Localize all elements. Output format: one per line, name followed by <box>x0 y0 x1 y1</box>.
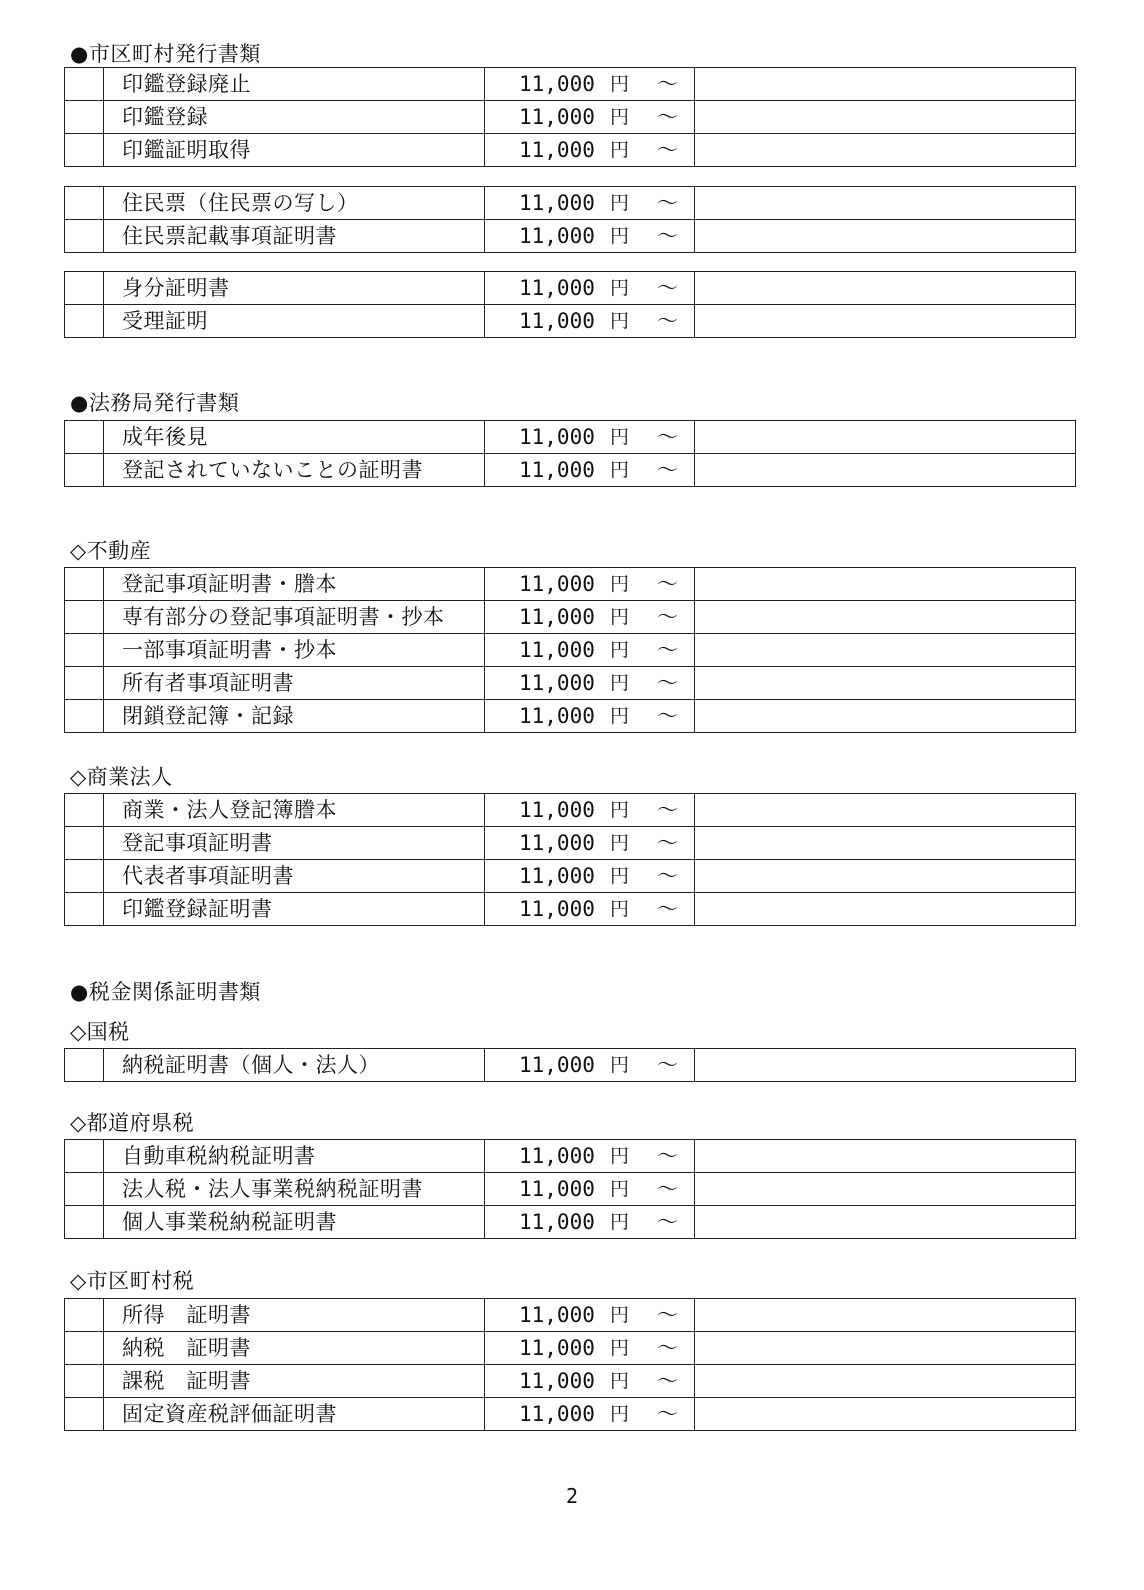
checkbox-cell <box>65 634 104 667</box>
price-cell <box>485 860 695 893</box>
price-amount: 11,000 <box>519 671 595 695</box>
price-amount: 11,000 <box>519 425 595 449</box>
checkbox-cell <box>65 1299 104 1332</box>
table-row <box>65 1332 1076 1365</box>
table-row <box>65 68 1076 101</box>
price-amount: 11,000 <box>519 458 595 482</box>
table-prefectural-tax <box>64 1139 1076 1239</box>
document-name: 法人税・法人事業税納税証明書 <box>104 1173 485 1206</box>
table-row <box>65 1206 1076 1239</box>
document-name: 課税 証明書 <box>104 1365 485 1398</box>
price-tilde: ～ <box>657 605 678 629</box>
document-name: 印鑑登録 <box>104 101 485 134</box>
price-cell <box>485 101 695 134</box>
heading-tax-certificates: ●税金関係証明書類 <box>70 980 261 1004</box>
document-name: 納税 証明書 <box>104 1332 485 1365</box>
price-unit: 円 <box>610 277 630 299</box>
price-cell <box>485 421 695 454</box>
price-unit: 円 <box>610 1145 630 1167</box>
document-name: 成年後見 <box>104 421 485 454</box>
price-unit: 円 <box>610 799 630 821</box>
notes-cell <box>695 101 1076 134</box>
price-cell <box>485 134 695 167</box>
price-unit: 円 <box>610 865 630 887</box>
document-name: 身分証明書 <box>104 272 485 305</box>
price-cell <box>485 827 695 860</box>
price-tilde: ～ <box>657 105 678 129</box>
price-unit: 円 <box>610 898 630 920</box>
price-amount: 11,000 <box>519 276 595 300</box>
price-tilde: ～ <box>657 72 678 96</box>
document-name: 代表者事項証明書 <box>104 860 485 893</box>
price-cell <box>485 1140 695 1173</box>
price-tilde: ～ <box>657 1210 678 1234</box>
document-name: 所得 証明書 <box>104 1299 485 1332</box>
price-tilde: ～ <box>657 572 678 596</box>
checkbox-cell <box>65 1398 104 1431</box>
document-name: 印鑑登録廃止 <box>104 68 485 101</box>
price-tilde: ～ <box>657 831 678 855</box>
price-tilde: ～ <box>657 224 678 248</box>
checkbox-cell <box>65 1140 104 1173</box>
table-row <box>65 827 1076 860</box>
price-amount: 11,000 <box>519 1177 595 1201</box>
price-tilde: ～ <box>657 458 678 482</box>
notes-cell <box>695 454 1076 487</box>
price-cell <box>485 700 695 733</box>
checkbox-cell <box>65 700 104 733</box>
price-cell <box>485 1206 695 1239</box>
document-name: 閉鎖登記簿・記録 <box>104 700 485 733</box>
price-cell <box>485 305 695 338</box>
price-unit: 円 <box>610 1211 630 1233</box>
price-unit: 円 <box>610 139 630 161</box>
checkbox-cell <box>65 1206 104 1239</box>
document-name: 受理証明 <box>104 305 485 338</box>
document-name: 固定資産税評価証明書 <box>104 1398 485 1431</box>
price-tilde: ～ <box>657 638 678 662</box>
checkbox-cell <box>65 893 104 926</box>
document-name: 印鑑証明取得 <box>104 134 485 167</box>
table-row <box>65 1299 1076 1332</box>
checkbox-cell <box>65 101 104 134</box>
price-cell <box>485 68 695 101</box>
price-unit: 円 <box>610 192 630 214</box>
table-row <box>65 101 1076 134</box>
table-commercial <box>64 793 1076 926</box>
table-row <box>65 272 1076 305</box>
table-resident <box>64 186 1076 253</box>
checkbox-cell <box>65 568 104 601</box>
price-amount: 11,000 <box>519 191 595 215</box>
table-row <box>65 667 1076 700</box>
price-tilde: ～ <box>657 138 678 162</box>
price-tilde: ～ <box>657 1053 678 1077</box>
table-row <box>65 1365 1076 1398</box>
price-amount: 11,000 <box>519 704 595 728</box>
checkbox-cell <box>65 1332 104 1365</box>
price-cell <box>485 220 695 253</box>
notes-cell <box>695 134 1076 167</box>
page-number: 2 <box>565 1484 579 1508</box>
document-name: 商業・法人登記簿謄本 <box>104 794 485 827</box>
table-row <box>65 700 1076 733</box>
table-row <box>65 220 1076 253</box>
price-tilde: ～ <box>657 1369 678 1393</box>
price-unit: 円 <box>610 426 630 448</box>
table-row <box>65 134 1076 167</box>
price-amount: 11,000 <box>519 1369 595 1393</box>
price-tilde: ～ <box>657 671 678 695</box>
checkbox-cell <box>65 601 104 634</box>
notes-cell <box>695 893 1076 926</box>
price-cell <box>485 1332 695 1365</box>
document-name: 登記事項証明書 <box>104 827 485 860</box>
price-cell <box>485 1299 695 1332</box>
table-row <box>65 1398 1076 1431</box>
price-cell <box>485 1365 695 1398</box>
price-tilde: ～ <box>657 1177 678 1201</box>
price-cell <box>485 1398 695 1431</box>
price-amount: 11,000 <box>519 1210 595 1234</box>
price-tilde: ～ <box>657 425 678 449</box>
heading-legal-bureau-docs: ●法務局発行書類 <box>70 391 240 415</box>
price-tilde: ～ <box>657 897 678 921</box>
checkbox-cell <box>65 68 104 101</box>
price-unit: 円 <box>610 639 630 661</box>
price-tilde: ～ <box>657 798 678 822</box>
notes-cell <box>695 827 1076 860</box>
checkbox-cell <box>65 134 104 167</box>
price-cell <box>485 187 695 220</box>
heading-national-tax: ◇国税 <box>70 1020 130 1044</box>
table-row <box>65 601 1076 634</box>
price-amount: 11,000 <box>519 1402 595 1426</box>
notes-cell <box>695 794 1076 827</box>
document-name: 住民票（住民票の写し） <box>104 187 485 220</box>
price-amount: 11,000 <box>519 309 595 333</box>
table-row <box>65 187 1076 220</box>
notes-cell <box>695 667 1076 700</box>
price-unit: 円 <box>610 1178 630 1200</box>
price-cell <box>485 893 695 926</box>
price-cell <box>485 568 695 601</box>
document-name: 専有部分の登記事項証明書・抄本 <box>104 601 485 634</box>
price-tilde: ～ <box>657 276 678 300</box>
table-row <box>65 1049 1076 1082</box>
price-unit: 円 <box>610 606 630 628</box>
price-unit: 円 <box>610 106 630 128</box>
table-row <box>65 634 1076 667</box>
price-unit: 円 <box>610 672 630 694</box>
table-row <box>65 1140 1076 1173</box>
price-amount: 11,000 <box>519 638 595 662</box>
notes-cell <box>695 1299 1076 1332</box>
price-tilde: ～ <box>657 1402 678 1426</box>
table-municipal-tax <box>64 1298 1076 1431</box>
notes-cell <box>695 1173 1076 1206</box>
table-row <box>65 860 1076 893</box>
notes-cell <box>695 568 1076 601</box>
checkbox-cell <box>65 305 104 338</box>
checkbox-cell <box>65 272 104 305</box>
price-tilde: ～ <box>657 1303 678 1327</box>
checkbox-cell <box>65 1049 104 1082</box>
checkbox-cell <box>65 860 104 893</box>
notes-cell <box>695 700 1076 733</box>
price-unit: 円 <box>610 225 630 247</box>
notes-cell <box>695 220 1076 253</box>
price-tilde: ～ <box>657 191 678 215</box>
checkbox-cell <box>65 1173 104 1206</box>
price-amount: 11,000 <box>519 831 595 855</box>
price-amount: 11,000 <box>519 72 595 96</box>
table-real-estate <box>64 567 1076 733</box>
heading-real-estate: ◇不動産 <box>70 539 152 563</box>
notes-cell <box>695 421 1076 454</box>
price-unit: 円 <box>610 832 630 854</box>
document-name: 登記事項証明書・謄本 <box>104 568 485 601</box>
price-unit: 円 <box>610 310 630 332</box>
heading-prefectural-tax: ◇都道府県税 <box>70 1111 195 1135</box>
notes-cell <box>695 1332 1076 1365</box>
price-unit: 円 <box>610 73 630 95</box>
price-unit: 円 <box>610 1054 630 1076</box>
price-unit: 円 <box>610 1304 630 1326</box>
price-cell <box>485 454 695 487</box>
notes-cell <box>695 187 1076 220</box>
table-row <box>65 893 1076 926</box>
price-amount: 11,000 <box>519 1144 595 1168</box>
table-row <box>65 454 1076 487</box>
price-tilde: ～ <box>657 864 678 888</box>
price-tilde: ～ <box>657 309 678 333</box>
checkbox-cell <box>65 220 104 253</box>
document-name: 所有者事項証明書 <box>104 667 485 700</box>
price-amount: 11,000 <box>519 105 595 129</box>
checkbox-cell <box>65 454 104 487</box>
notes-cell <box>695 634 1076 667</box>
notes-cell <box>695 305 1076 338</box>
price-cell <box>485 601 695 634</box>
price-amount: 11,000 <box>519 138 595 162</box>
table-legal <box>64 420 1076 487</box>
checkbox-cell <box>65 187 104 220</box>
checkbox-cell <box>65 667 104 700</box>
price-tilde: ～ <box>657 1336 678 1360</box>
price-unit: 円 <box>610 573 630 595</box>
price-unit: 円 <box>610 459 630 481</box>
table-row <box>65 794 1076 827</box>
notes-cell <box>695 1365 1076 1398</box>
heading-commercial-corp: ◇商業法人 <box>70 765 173 789</box>
notes-cell <box>695 1398 1076 1431</box>
notes-cell <box>695 1140 1076 1173</box>
document-name: 住民票記載事項証明書 <box>104 220 485 253</box>
document-name: 登記されていないことの証明書 <box>104 454 485 487</box>
document-name: 納税証明書（個人・法人） <box>104 1049 485 1082</box>
table-identity <box>64 271 1076 338</box>
table-row <box>65 421 1076 454</box>
table-row <box>65 305 1076 338</box>
price-cell <box>485 1173 695 1206</box>
document-name: 印鑑登録証明書 <box>104 893 485 926</box>
table-row <box>65 568 1076 601</box>
price-amount: 11,000 <box>519 605 595 629</box>
price-cell <box>485 794 695 827</box>
price-cell <box>485 667 695 700</box>
document-name: 個人事業税納税証明書 <box>104 1206 485 1239</box>
heading-municipal-docs: ●市区町村発行書類 <box>70 42 261 66</box>
notes-cell <box>695 68 1076 101</box>
notes-cell <box>695 1206 1076 1239</box>
price-cell <box>485 272 695 305</box>
price-amount: 11,000 <box>519 1336 595 1360</box>
price-unit: 円 <box>610 1337 630 1359</box>
price-amount: 11,000 <box>519 224 595 248</box>
checkbox-cell <box>65 1365 104 1398</box>
heading-municipal-tax: ◇市区町村税 <box>70 1269 195 1293</box>
table-row <box>65 1173 1076 1206</box>
price-cell <box>485 634 695 667</box>
price-amount: 11,000 <box>519 864 595 888</box>
price-cell <box>485 1049 695 1082</box>
price-unit: 円 <box>610 705 630 727</box>
table-seal <box>64 67 1076 167</box>
checkbox-cell <box>65 421 104 454</box>
notes-cell <box>695 860 1076 893</box>
checkbox-cell <box>65 794 104 827</box>
price-amount: 11,000 <box>519 1303 595 1327</box>
price-amount: 11,000 <box>519 798 595 822</box>
notes-cell <box>695 1049 1076 1082</box>
document-name: 自動車税納税証明書 <box>104 1140 485 1173</box>
price-tilde: ～ <box>657 704 678 728</box>
price-amount: 11,000 <box>519 897 595 921</box>
notes-cell <box>695 601 1076 634</box>
price-amount: 11,000 <box>519 1053 595 1077</box>
notes-cell <box>695 272 1076 305</box>
price-unit: 円 <box>610 1370 630 1392</box>
price-tilde: ～ <box>657 1144 678 1168</box>
table-national-tax <box>64 1048 1076 1082</box>
price-amount: 11,000 <box>519 572 595 596</box>
checkbox-cell <box>65 827 104 860</box>
price-unit: 円 <box>610 1403 630 1425</box>
document-name: 一部事項証明書・抄本 <box>104 634 485 667</box>
